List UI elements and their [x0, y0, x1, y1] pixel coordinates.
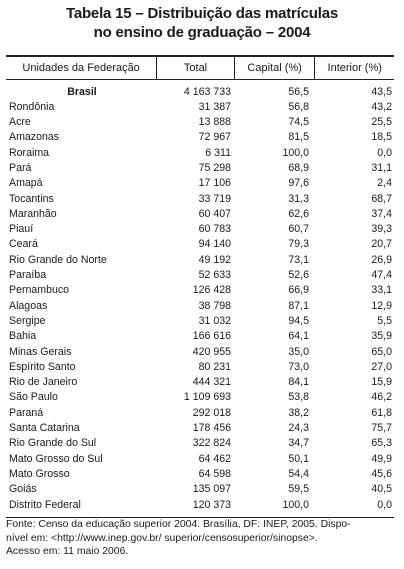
- cell-state: Alagoas: [9, 299, 48, 312]
- cell-interior: 31,1: [371, 161, 392, 174]
- cell-state: Maranhão: [9, 207, 57, 220]
- cell-interior: 25,5: [371, 116, 392, 129]
- cell-interior: 27,0: [371, 360, 392, 373]
- cell-state: Goiás: [9, 483, 37, 496]
- table-row: [6, 222, 394, 237]
- header-interior: Interior (%): [327, 61, 382, 74]
- cell-capital: 100,0: [282, 498, 309, 511]
- cell-total: 4 163 733: [183, 85, 231, 98]
- cell-interior: 15,9: [371, 376, 392, 389]
- cell-interior: 33,1: [371, 284, 392, 297]
- cell-total: 60 783: [198, 223, 231, 236]
- cell-state: Piauí: [9, 223, 34, 236]
- cell-interior: 75,7: [371, 422, 392, 435]
- cell-interior: 47,4: [371, 269, 392, 282]
- cell-capital: 79,3: [288, 238, 309, 251]
- table-row: [6, 436, 394, 451]
- cell-total: 75 298: [198, 161, 231, 174]
- table-title-line-2: no ensino de graduação – 2004: [93, 24, 311, 41]
- cell-interior: 37,4: [371, 207, 392, 220]
- cell-total: 292 018: [192, 406, 231, 419]
- cell-interior: 46,2: [371, 391, 392, 404]
- cell-state: Tocantins: [9, 192, 54, 205]
- cell-interior: 65,0: [371, 345, 392, 358]
- cell-state: Acre: [9, 116, 31, 129]
- header-unidades: Unidades da Federação: [6, 57, 157, 79]
- table-row: [6, 375, 394, 390]
- cell-capital: 64,1: [288, 330, 309, 343]
- cell-total: 120 373: [192, 498, 231, 511]
- table-row: [6, 161, 394, 176]
- cell-state: Amapá: [9, 177, 43, 190]
- cell-state: Rio de Janeiro: [9, 376, 78, 389]
- cell-capital: 35,0: [288, 345, 309, 358]
- table-row: [6, 192, 394, 207]
- cell-state: Sergipe: [9, 314, 46, 327]
- cell-total: 420 955: [192, 345, 231, 358]
- cell-state: Pernambuco: [9, 284, 70, 297]
- cell-capital: 34,7: [288, 437, 309, 450]
- cell-state: Espírito Santo: [9, 360, 76, 373]
- source-note: [6, 518, 398, 559]
- cell-state: Ceará: [9, 238, 38, 251]
- cell-interior: 26,9: [371, 253, 392, 266]
- cell-total: 38 798: [198, 299, 231, 312]
- enrollment-table: [6, 55, 394, 518]
- cell-state: Santa Catarina: [9, 422, 80, 435]
- table-row: [6, 406, 394, 421]
- cell-interior: 43,5: [371, 85, 392, 98]
- table-row: [6, 115, 394, 130]
- cell-capital: 54,4: [288, 467, 309, 480]
- cell-total: 31 032: [198, 314, 231, 327]
- cell-state: Mato Grosso do Sul: [9, 452, 103, 465]
- source-line-2: nível em: <http://www.inep.gov.br/ superior/censosuperior/sinopse>.: [6, 532, 318, 544]
- cell-capital: 52,6: [288, 269, 309, 282]
- cell-interior: 49,9: [371, 452, 392, 465]
- header-total: Total: [157, 57, 235, 79]
- cell-total: 166 616: [192, 330, 231, 343]
- table-row-total: [6, 85, 394, 100]
- cell-total: 80 231: [198, 360, 231, 373]
- cell-capital: 50,1: [288, 452, 309, 465]
- cell-capital: 97,6: [288, 177, 309, 190]
- cell-state: Rio Grande do Norte: [9, 253, 107, 266]
- cell-state: Rondônia: [9, 100, 55, 113]
- cell-capital: 38,2: [288, 406, 309, 419]
- cell-total: 33 719: [198, 192, 231, 205]
- cell-capital: 100,0: [282, 146, 309, 159]
- cell-state: Distrito Federal: [9, 498, 81, 511]
- table-row: [6, 390, 394, 405]
- cell-total: 64 462: [198, 452, 231, 465]
- cell-capital: 94,5: [288, 314, 309, 327]
- table-row: [6, 482, 394, 497]
- source-line-1: Fonte: Censo da educação superior 2004. Brasília, DF: INEP, 2005. Dispo-: [6, 519, 351, 530]
- cell-interior: 20,7: [371, 238, 392, 251]
- cell-total: 64 598: [198, 467, 231, 480]
- cell-capital: 84,1: [288, 376, 309, 389]
- cell-state: Mato Grosso: [9, 467, 70, 480]
- cell-capital: 81,5: [288, 131, 309, 144]
- cell-total: 94 140: [198, 238, 231, 251]
- table-title: [0, 4, 404, 42]
- cell-total: 178 456: [192, 422, 231, 435]
- cell-interior: 39,3: [371, 223, 392, 236]
- cell-capital: 74,5: [288, 116, 309, 129]
- cell-capital: 87,1: [288, 299, 309, 312]
- cell-interior: 0,0: [377, 146, 392, 159]
- header-capital: Capital (%): [235, 57, 316, 79]
- table-row: [6, 237, 394, 252]
- cell-state: Roraima: [9, 146, 50, 159]
- cell-state: Paraíba: [9, 269, 47, 282]
- table-row: [6, 268, 394, 283]
- table-row: [6, 360, 394, 375]
- cell-total: 17 106: [198, 177, 231, 190]
- cell-total: 52 633: [198, 269, 231, 282]
- table-row: [6, 176, 394, 191]
- cell-interior: 5,5: [377, 314, 392, 327]
- table-row: [6, 130, 394, 145]
- table-row: [6, 329, 394, 344]
- cell-interior: 43,2: [371, 100, 392, 113]
- table-row: [6, 498, 394, 513]
- cell-state: Paraná: [9, 406, 44, 419]
- table-row: [6, 314, 394, 329]
- cell-capital: 53,8: [288, 391, 309, 404]
- table-row: [6, 207, 394, 222]
- cell-total: 72 967: [198, 131, 231, 144]
- table-row: [6, 467, 394, 482]
- cell-total: 1 109 693: [183, 391, 231, 404]
- table-row: [6, 253, 394, 268]
- cell-capital: 68,9: [288, 161, 309, 174]
- cell-capital: 73,0: [288, 360, 309, 373]
- cell-interior: 12,9: [371, 299, 392, 312]
- cell-interior: 45,6: [371, 467, 392, 480]
- table-title-line-1: Tabela 15 – Distribuição das matrículas: [65, 5, 339, 22]
- cell-total: 13 888: [198, 116, 231, 129]
- table-row: [6, 421, 394, 436]
- cell-interior: 35,9: [371, 330, 392, 343]
- cell-interior: 18,5: [371, 131, 392, 144]
- cell-state: Brasil: [67, 85, 97, 98]
- cell-interior: 65,3: [371, 437, 392, 450]
- cell-capital: 60,7: [288, 223, 309, 236]
- cell-capital: 59,5: [288, 483, 309, 496]
- cell-state: Bahia: [9, 330, 37, 343]
- cell-interior: 40,5: [371, 483, 392, 496]
- cell-total: 6 311: [205, 146, 231, 159]
- cell-state: Amazonas: [9, 131, 60, 144]
- table-row: [6, 452, 394, 467]
- table-row: [6, 345, 394, 360]
- cell-interior: 61,8: [371, 406, 392, 419]
- cell-capital: 56,5: [288, 85, 309, 98]
- table-row: [6, 299, 394, 314]
- cell-total: 126 428: [192, 284, 231, 297]
- table-row: [6, 100, 394, 115]
- cell-interior: 68,7: [371, 192, 392, 205]
- cell-interior: 2,4: [377, 177, 392, 190]
- table-header-row: [6, 57, 394, 79]
- cell-total: 60 407: [198, 207, 231, 220]
- cell-total: 31 387: [198, 100, 231, 113]
- source-line-3: Acesso em: 11 maio 2006.: [6, 546, 129, 557]
- cell-interior: 0,0: [377, 498, 392, 511]
- cell-capital: 31,3: [288, 192, 309, 205]
- cell-state: Rio Grande do Sul: [9, 437, 97, 450]
- table-row: [6, 283, 394, 298]
- table-body: [6, 80, 394, 513]
- cell-total: 444 321: [192, 376, 231, 389]
- table-row: [6, 146, 394, 161]
- cell-state: Pará: [9, 161, 32, 174]
- cell-state: São Paulo: [9, 391, 58, 404]
- cell-capital: 24,3: [288, 422, 309, 435]
- cell-total: 322 824: [192, 437, 231, 450]
- cell-capital: 56,8: [288, 100, 309, 113]
- cell-total: 49 192: [198, 253, 231, 266]
- cell-capital: 62,6: [288, 207, 309, 220]
- cell-total: 135 097: [192, 483, 231, 496]
- cell-capital: 73,1: [288, 253, 309, 266]
- cell-state: Minas Gerais: [9, 345, 72, 358]
- cell-capital: 66,9: [288, 284, 309, 297]
